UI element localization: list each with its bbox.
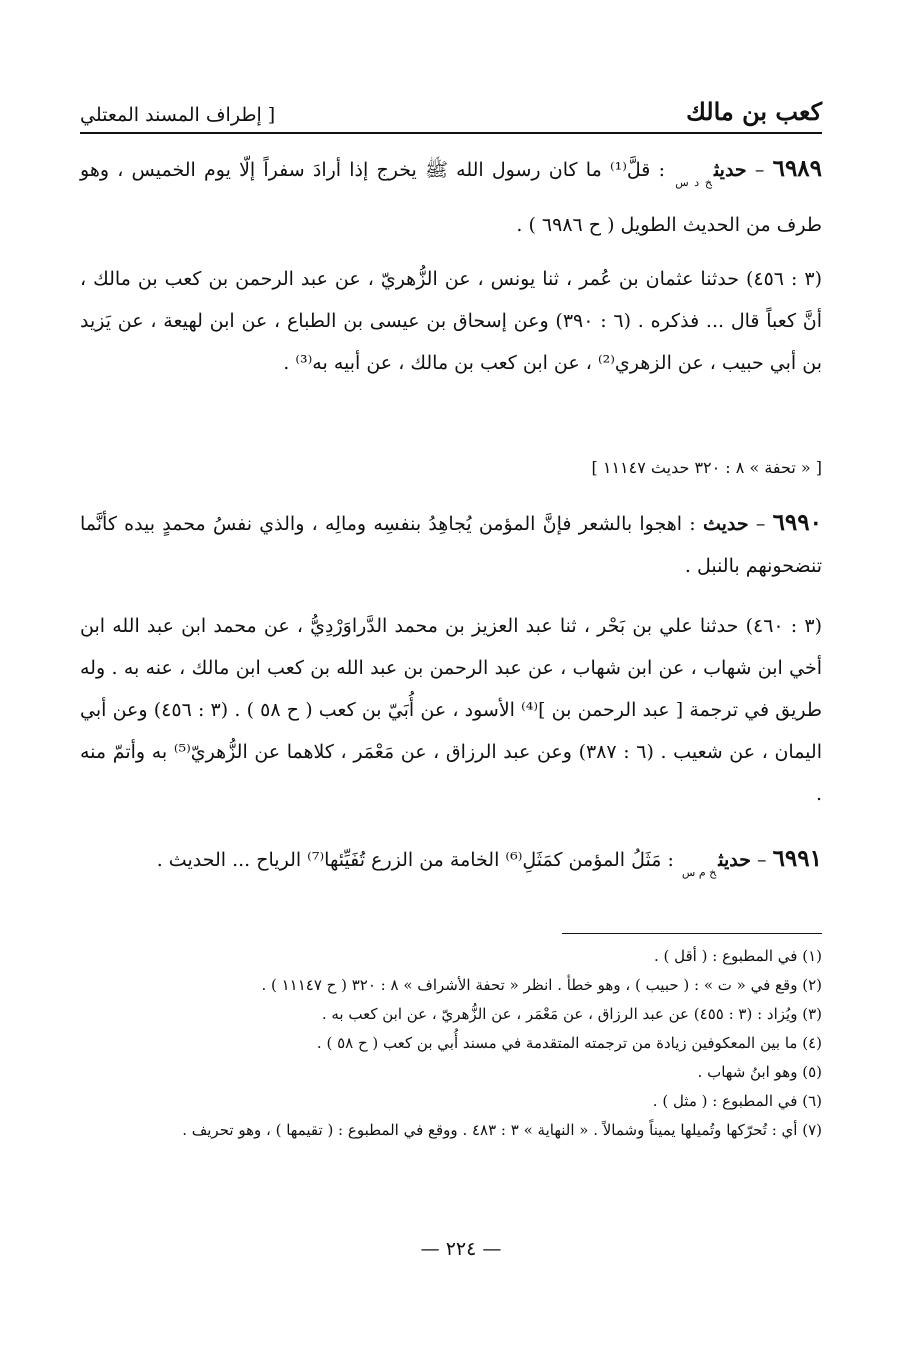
footnote-separator [562,933,822,934]
hadith-label: حديث [702,513,749,535]
footnote: (٧) أي : تُحرّكها وتُميلها يميناً وشمالاً . « النهاية » ٣ : ٤٨٣ . ووقع في المطبوع : ( تقيمها ) ، وهو تحريف . [182,1121,822,1139]
footnote: (٣) ويُزاد : (٣ : ٤٥٥) عن عبد الرزاق ، عن مَعْمَر ، عن الزُّهريّ ، عن ابن كعب به . [321,1005,822,1023]
hadith-text: : قلَّ⁽¹⁾ ما كان رسول الله ﷺ يخرج إذا أرادَ سفراً إلّا يوم الخميس ، وهو طرف من الحديث الطويل ( ح ٦٩٨٦ ) . [80,159,822,236]
page-number: — ٢٢٤ — [420,1238,502,1260]
footnote: (٢) وقع في « ت » : ( حبيب ) ، وهو خطأ . انظر « تحفة الأشراف » ٨ : ٣٢٠ ( ح ١١١٤٧ ) . [261,976,822,994]
hadith-number: ٦٩٨٩ [772,155,823,182]
source-sigla: خ د س [675,176,712,189]
dash: – [748,513,773,535]
dash: – [750,849,773,871]
hadith-label: حديث [718,849,751,871]
tuhfa-reference: [ « تحفة » ٨ : ٣٢٠ حديث ١١١٤٧ ] [591,458,822,477]
footnote: (١) في المطبوع : ( أقل ) . [654,947,822,965]
source-sigla: خ م س [681,866,717,879]
hadith-6989 [80,148,822,246]
footnotes [80,942,822,1145]
hadith-6990 [80,502,822,587]
hadith-text: : اهجوا بالشعر فإنَّ المؤمن يُجاهِدُ بنفسِه ومالِه ، والذي نفسُ محمدٍ بيده كأنَّما تنضحونهم بالنبل . [80,513,822,577]
footnote: (٥) وهو ابنُ شهاب . [697,1063,822,1081]
header-chapter: كعب بن مالك [686,97,822,126]
footnote: (٦) في المطبوع : ( مثل ) . [652,1092,822,1110]
hadith-number: ٦٩٩١ [772,845,822,872]
isnad-6989: (٣ : ٤٥٦) حدثنا عثمان بن عُمر ، ثنا يونس ، عن الزُّهريّ ، عن عبد الرحمن بن كعب بن مالك ، أنَّ كعباً قال ... فذكره . (٦ : ٣٩٠) وعن إسحاق بن عيسى بن الطباع ، عن ابن لهيعة ، عن يَزيد بن أبي حبيب ، عن الزهري⁽²⁾ ، عن ابن كعب بن مالك ، عن أبيه به⁽³⁾ . [80,268,822,374]
isnad-6990: (٣ : ٤٦٠) حدثنا علي بن بَحْر ، ثنا عبد العزيز بن محمد الدَّراوَرْدِيُّ ، عن محمد ابن عبد الله ابن أخي ابن شهاب ، عن ابن شهاب ، عن عبد الرحمن بن عبد الله بن كعب ابن مالك ، عنه به . وله طريق في ترجمة [ عبد الرحمن بن ]⁽⁴⁾ الأسود ، عن أُبَيّ بن كعب ( ح ٥٨ ) . (٣ : ٤٥٦) وعن أبي اليمان ، عن شعيب . (٦ : ٣٨٧) وعن عبد الرزاق ، عن مَعْمَر ، كلاهما عن الزُّهريّ⁽⁵⁾ به وأتمّ منه . [80,615,823,805]
running-header [80,88,822,134]
footnote: (٤) ما بين المعكوفين زيادة من ترجمته المتقدمة في مسند أُبي بن كعب ( ح ٥٨ ) . [316,1034,822,1052]
hadith-6991 [80,838,822,894]
hadith-number: ٦٩٩٠ [772,509,822,536]
hadith-text: : مَثَلُ المؤمن كمَثَلِ⁽⁶⁾ الخامة من الزرع تُفَيِّئها⁽⁷⁾ الرياح ... الحديث . [156,849,680,871]
dash: – [746,159,773,181]
header-book-title: [ إطراف المسند المعتلي [80,104,276,126]
hadith-label: حديث [713,159,747,181]
